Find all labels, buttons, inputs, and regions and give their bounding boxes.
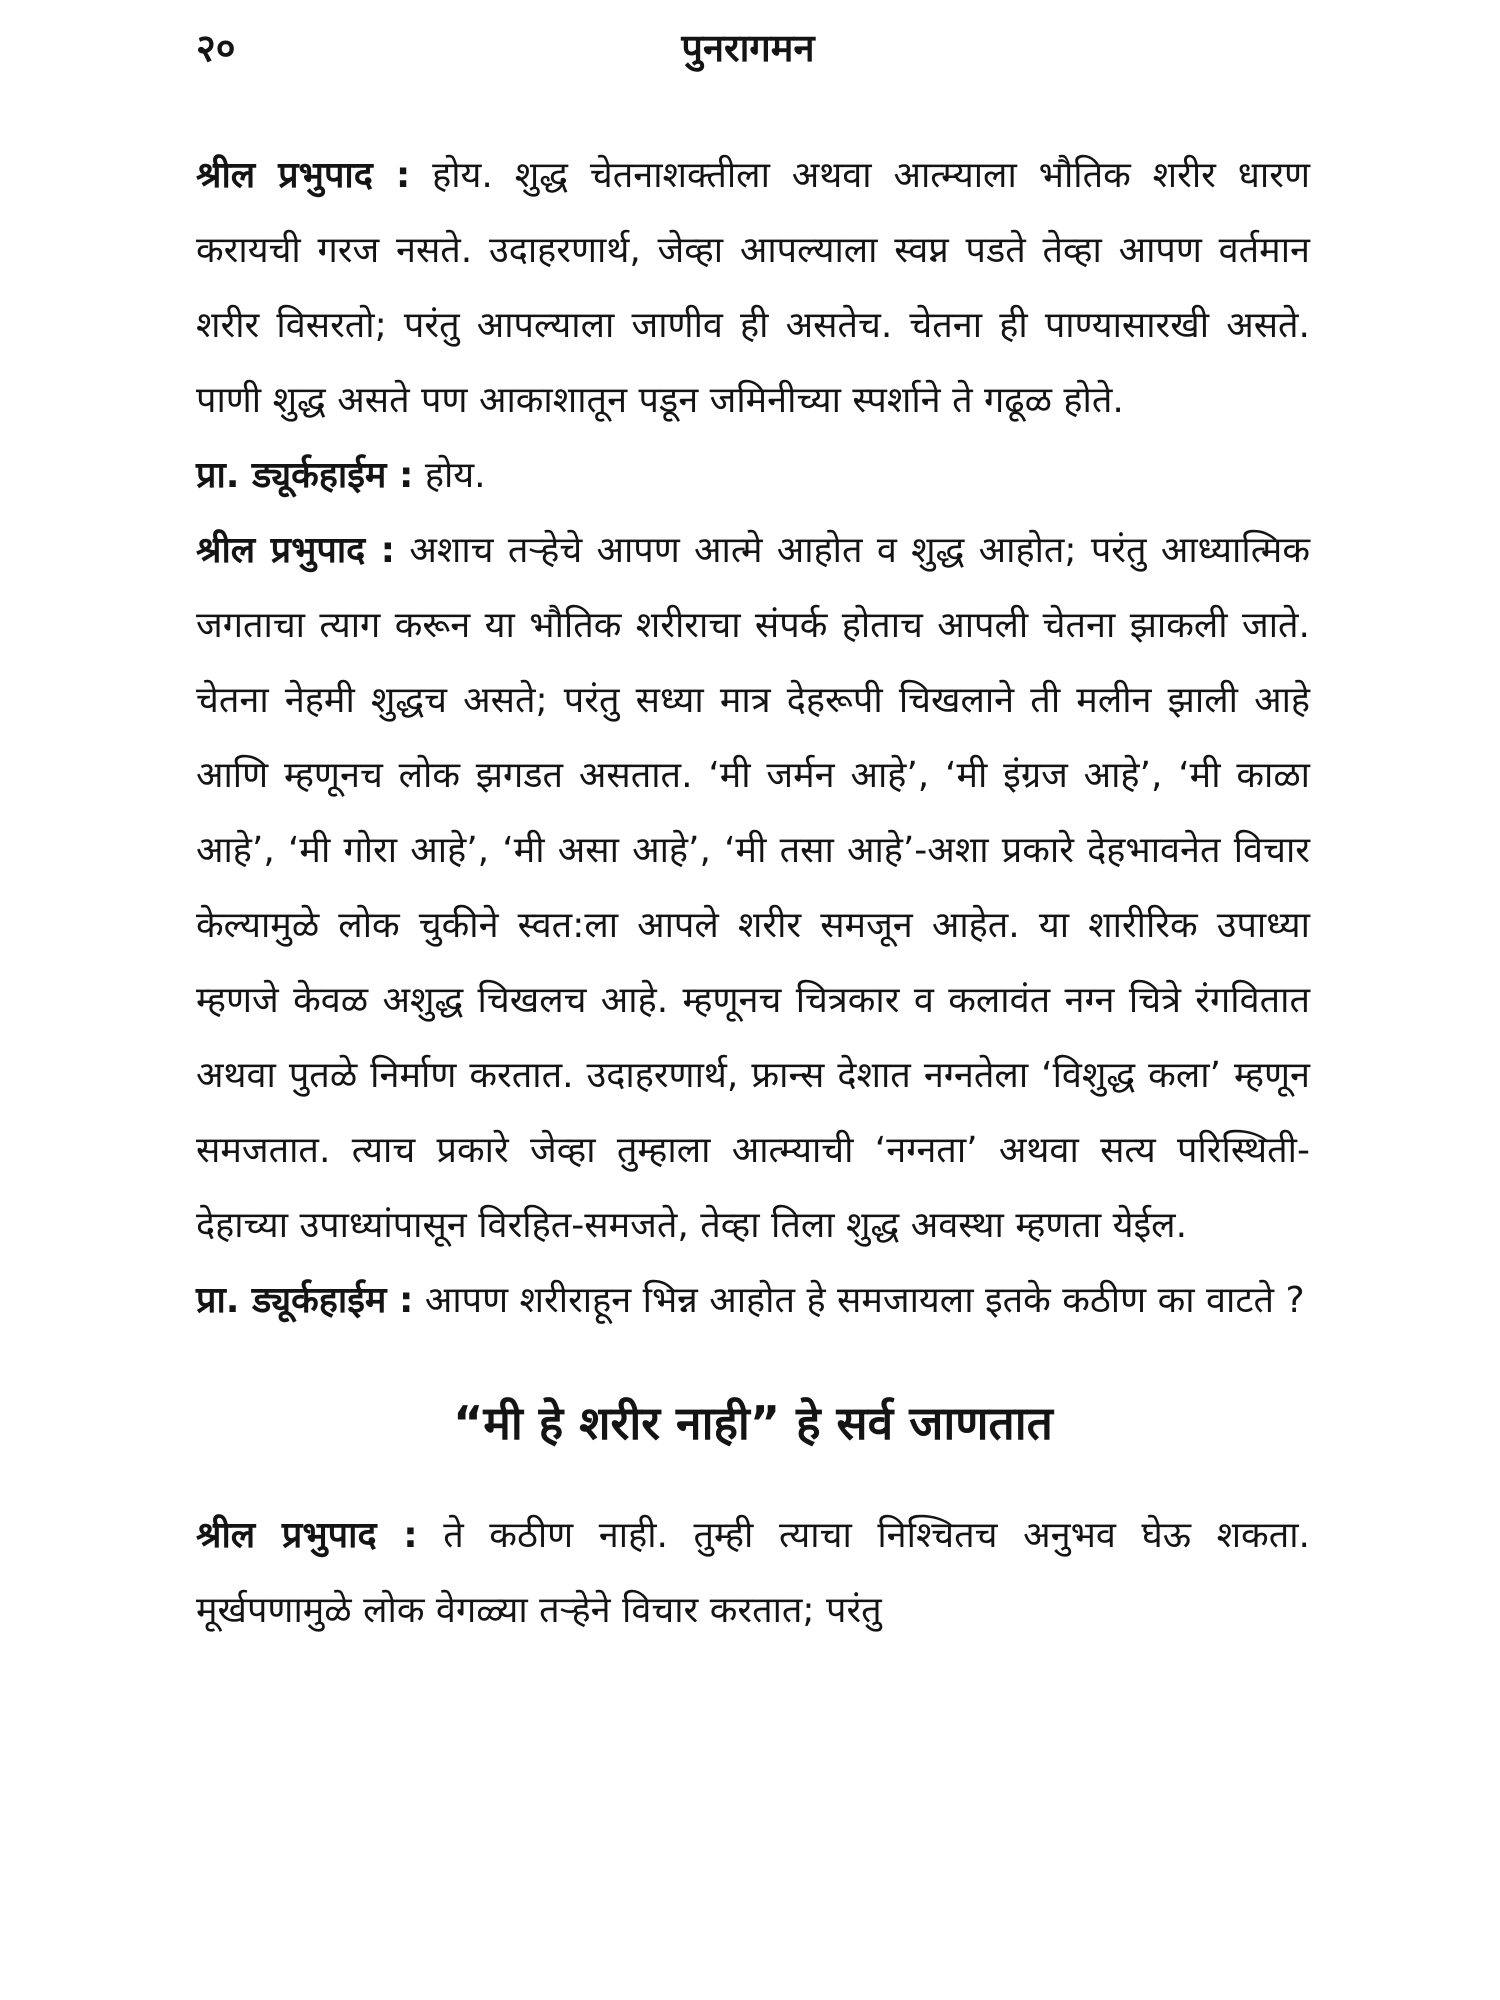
paragraph-text: ते कठीण नाही. तुम्ही त्याचा निश्चितच अनुभव घेऊ शकता. मूर्खपणामुळे लोक वेगळ्या तऱ्हेने विचार करतात; परंतु: [196, 1515, 1310, 1631]
paragraph-text: होय.: [424, 455, 486, 496]
paragraph-text: होय. शुद्ध चेतनाशक्तीला अथवा आत्म्याला भौतिक शरीर धारण करायची गरज नसते. उदाहरणार्थ, जेव्हा आपल्याला स्वप्न पडते तेव्हा आपण वर्तमान शरीर विसरतो; परंतु आपल्याला जाणीव ही असतेच. चेतना ही पाण्यासारखी असते. पाणी शुद्ध असते पण आकाशातून पडून जमिनीच्या स्पर्शाने ते गढूळ होते.: [196, 155, 1310, 421]
speaker-label: श्रील प्रभुपाद :: [196, 530, 396, 571]
paragraph-text: आपण शरीराहून भिन्न आहोत हे समजायला इतके कठीण का वाटते ?: [424, 1280, 1305, 1321]
speaker-label: प्रा. ड्यूर्कहाईम :: [196, 1280, 414, 1321]
paragraph-text: अशाच तऱ्हेचे आपण आत्मे आहोत व शुद्ध आहोत; परंतु आध्यात्मिक जगताचा त्याग करून या भौतिक शरीराचा संपर्क होताच आपली चेतना झाकली जाते. चेतना नेहमी शुद्धच असते; परंतु सध्या मात्र देहरूपी चिखलाने ती मलीन झाली आहे आणि म्हणूनच लोक झगडत असतात. ‘मी जर्मन आहे’, ‘मी इंग्रज आहे’, ‘मी काळा आहे’, ‘मी गोरा आहे’, ‘मी असा आहे’, ‘मी तसा आहे’-अशा प्रकारे देहभावनेत विचार केल्यामुळे लोक चुकीने स्वत:ला आपले शरीर समजून आहेत. या शारीरिक उपाध्या म्हणजे केवळ अशुद्ध चिखलच आहे. म्हणूनच चित्रकार व कलावंत नग्न चित्रे रंगवितात अथवा पुतळे निर्माण करतात. उदाहरणार्थ, फ्रान्स देशात नग्नतेला ‘विशुद्ध कला’ म्हणून समजतात. त्याच प्रकारे जेव्हा तुम्हाला आत्म्याची ‘नग्नता’ अथवा सत्य परिस्थिती-देहाच्या उपाध्यांपासून विरहित-समजते, तेव्हा तिला शुद्ध अवस्था म्हणता येईल.: [196, 530, 1310, 1246]
running-title: पुनरागमन: [681, 26, 815, 70]
speaker-label: श्रील प्रभुपाद :: [196, 155, 411, 196]
page-number: २०: [196, 26, 236, 70]
paragraph: [196, 138, 1310, 438]
speaker-label: प्रा. ड्यूर्कहाईम :: [196, 455, 414, 496]
speaker-label: श्रील प्रभुपाद :: [196, 1515, 418, 1556]
running-header: [196, 18, 1300, 78]
body-text: [196, 138, 1310, 1648]
paragraph: [196, 513, 1310, 1263]
paragraph: [196, 1263, 1310, 1338]
section-heading: “मी हे शरीर नाही” हे सर्व जाणतात: [453, 1396, 1053, 1450]
paragraph: [196, 438, 1310, 513]
paragraph: [196, 1498, 1310, 1648]
